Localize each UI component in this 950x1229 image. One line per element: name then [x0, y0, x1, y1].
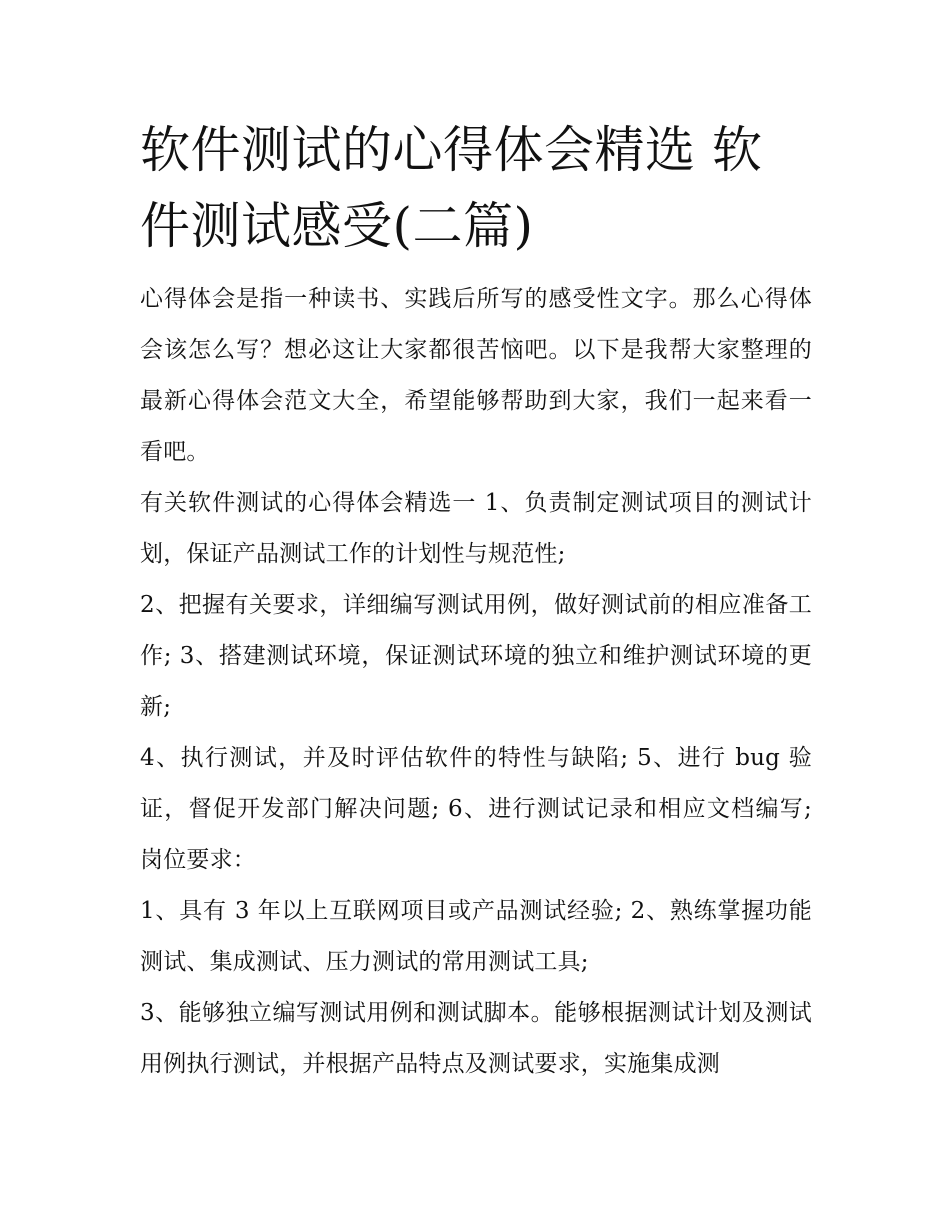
- paragraph-requirement-1-2: 1、具有 3 年以上互联网项目或产品测试经验; 2、熟练掌握功能测试、集成测试、压力测试的常用测试工具;: [140, 898, 812, 975]
- document-body: [140, 274, 812, 1090]
- paragraph-duty-4-6: 4、执行测试，并及时评估软件的特性与缺陷; 5、进行 bug 验证，督促开发部门解决问题; 6、进行测试记录和相应文档编写; 岗位要求：: [140, 745, 812, 873]
- paragraph-requirement-3: 3、能够独立编写测试用例和测试脚本。能够根据测试计划及测试用例执行测试，并根据产品特点及测试要求，实施集成测: [140, 1000, 812, 1077]
- document-content: [140, 112, 812, 1090]
- paragraph-duty-2-3: 2、把握有关要求，详细编写测试用例，做好测试前的相应准备工作; 3、搭建测试环境，保证测试环境的独立和维护测试环境的更新;: [140, 592, 812, 720]
- paragraph-intro: 心得体会是指一种读书、实践后所写的感受性文字。那么心得体会该怎么写？想必这让大家都很苦恼吧。以下是我帮大家整理的最新心得体会范文大全，希望能够帮助到大家，我们一起来看一看吧。: [140, 286, 812, 465]
- document-title: 软件测试的心得体会精选 软件测试感受(二篇): [140, 121, 763, 255]
- paragraph-duty-1: 有关软件测试的心得体会精选一 1、负责制定测试项目的测试计划，保证产品测试工作的计划性与规范性;: [140, 490, 812, 567]
